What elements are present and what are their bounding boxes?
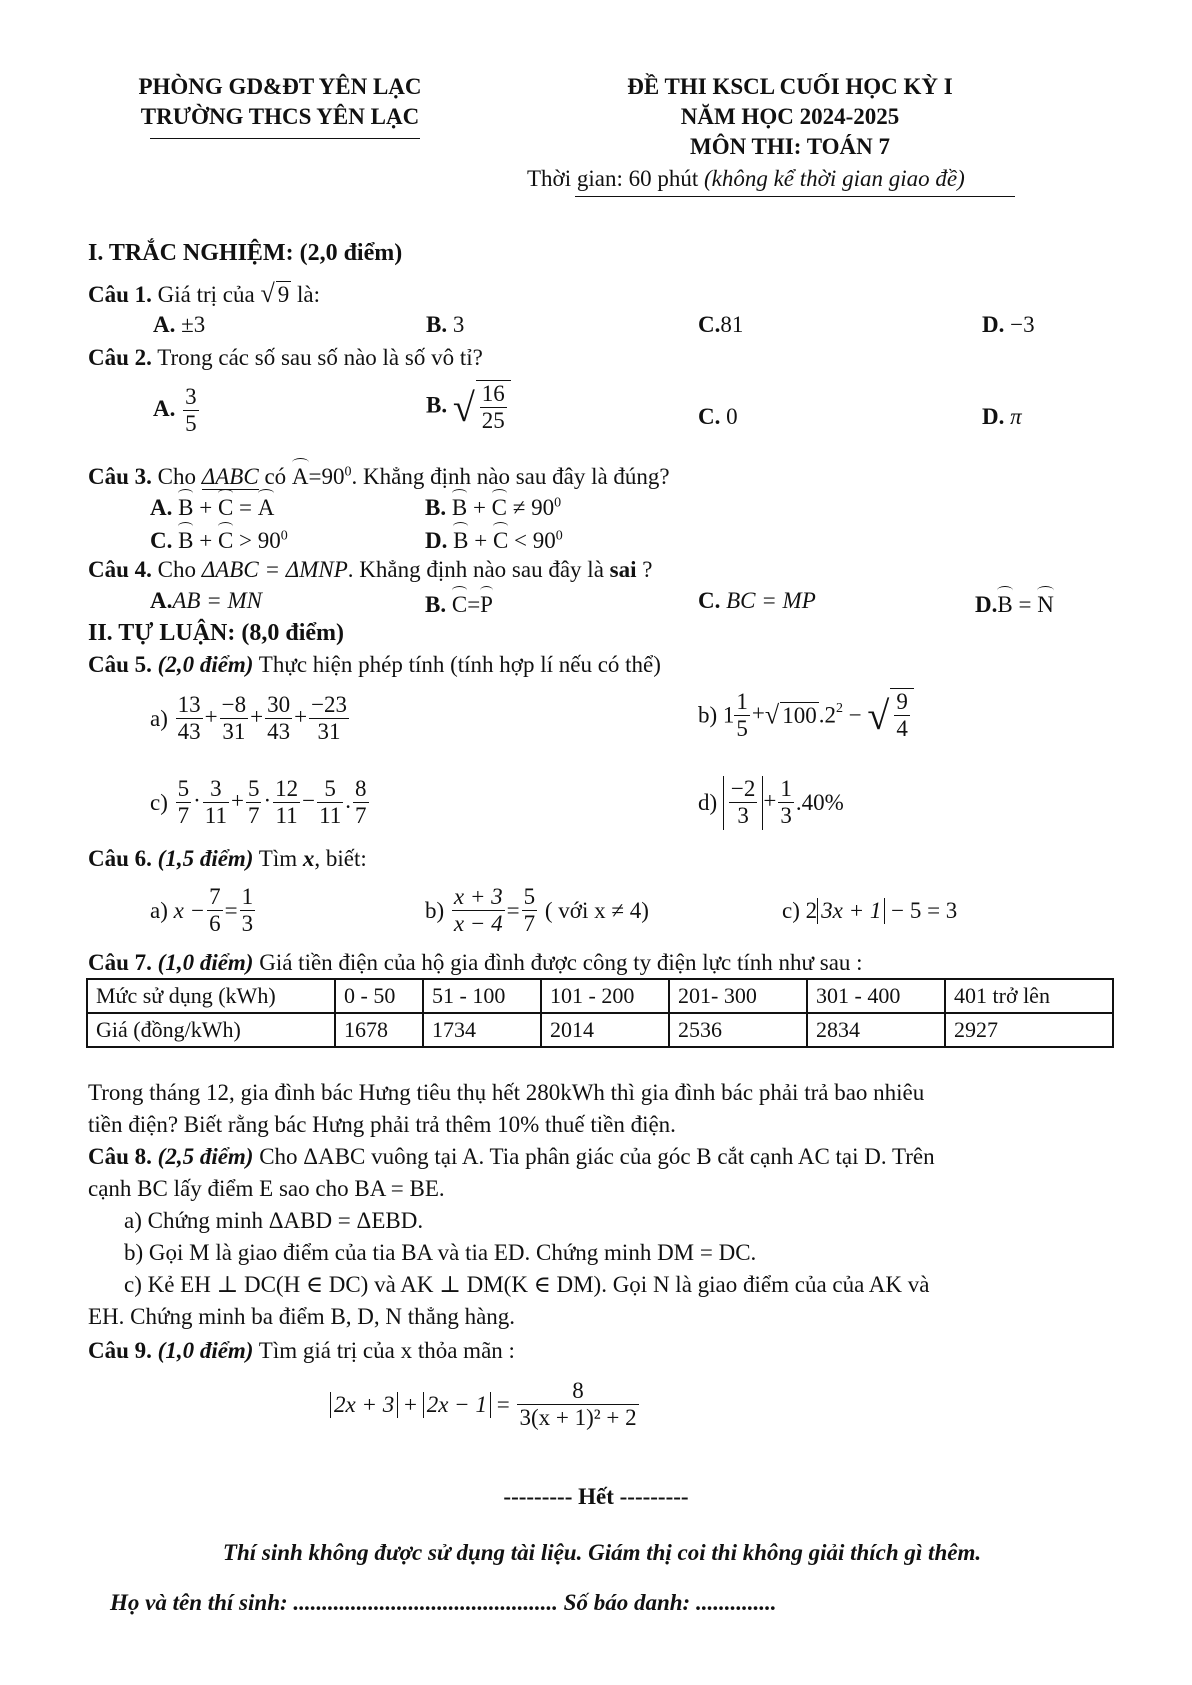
value: 90 bbox=[531, 495, 555, 520]
end-text: Hết bbox=[578, 1484, 614, 1509]
numerator: 5 bbox=[317, 776, 343, 803]
denominator: 31 bbox=[317, 719, 341, 745]
part-label: b) bbox=[698, 702, 718, 728]
angle: N bbox=[1037, 588, 1054, 618]
angle: C bbox=[492, 491, 507, 521]
opt-value: AB = MN bbox=[172, 588, 262, 613]
absolute-value: 2x − 1 bbox=[423, 1392, 491, 1418]
table-cell: 2927 bbox=[945, 1013, 1113, 1047]
name-field: .............................................. bbox=[287, 1590, 558, 1615]
opt-label: B. bbox=[425, 592, 447, 617]
q9-text: Tìm giá trị của x thỏa mãn : bbox=[253, 1338, 515, 1363]
opt-value: 3 bbox=[452, 312, 465, 337]
opt-label: A. bbox=[153, 312, 176, 337]
question-3 bbox=[88, 460, 670, 490]
fraction bbox=[517, 1378, 638, 1432]
denominator: 4 bbox=[896, 716, 908, 742]
opt-label: B. bbox=[426, 312, 448, 337]
text: x − bbox=[173, 897, 206, 923]
equals: = bbox=[490, 1391, 516, 1417]
q6-text: Tìm bbox=[253, 846, 303, 871]
denominator: 3(x + 1)² + 2 bbox=[519, 1405, 637, 1431]
denominator: 3 bbox=[241, 911, 254, 937]
fraction bbox=[480, 381, 507, 435]
table-cell: 2834 bbox=[807, 1013, 945, 1047]
fraction bbox=[353, 776, 369, 830]
time-underline bbox=[575, 196, 1015, 197]
fraction bbox=[317, 776, 343, 830]
fraction bbox=[176, 692, 203, 746]
opt-value: π bbox=[1010, 404, 1022, 429]
sbd-field: .............. bbox=[690, 1590, 777, 1615]
sqrt-symbol: √ bbox=[764, 700, 780, 730]
fraction bbox=[207, 884, 223, 938]
section-1-title: I. TRẮC NGHIỆM: (2,0 điểm) bbox=[88, 240, 403, 266]
opt-label: A. bbox=[150, 588, 173, 613]
numerator: x + 3 bbox=[452, 884, 505, 911]
q1-option-c bbox=[698, 312, 743, 338]
text: − 5 = 3 bbox=[885, 898, 958, 923]
exam-time bbox=[527, 166, 965, 192]
table-cell: 101 - 200 bbox=[541, 979, 669, 1013]
part-label: d) bbox=[698, 789, 718, 815]
q7-points: (1,0 điểm) bbox=[151, 950, 254, 975]
numerator: 5 bbox=[246, 776, 262, 803]
q7-text: Giá tiền điện của hộ gia đình được công ty điện lực tính như sau : bbox=[253, 950, 863, 975]
fraction bbox=[265, 692, 292, 746]
name-label: Họ và tên thí sinh: bbox=[110, 1590, 288, 1615]
denominator: 43 bbox=[267, 719, 291, 745]
equals: = bbox=[1018, 592, 1032, 617]
opt-label: D. bbox=[982, 404, 1005, 429]
coef: 2 bbox=[805, 898, 818, 923]
q3-option-b: B. $B + C \ne 90^0$ bbox=[425, 491, 561, 521]
q3-label: Câu 3. bbox=[88, 464, 152, 489]
fraction bbox=[778, 776, 794, 830]
q1-option-a bbox=[153, 312, 205, 338]
variable: x bbox=[302, 846, 315, 871]
time-note: (không kể thời gian giao đề) bbox=[703, 166, 965, 191]
sqrt-symbol: √ bbox=[260, 279, 275, 308]
q5-part-a: a) $\frac{13}{43}$ + $\frac{-8}{31}$ + $\frac{30}{43}$ + $\frac{-23}{31}$ bbox=[150, 692, 348, 745]
part-label: c) bbox=[150, 789, 168, 815]
q5-part-c: c) $\frac{5}{7}$ · $\frac{3}{11}$ + $\frac{5}{7}$ · $\frac{12}{11}$ − $\frac{5}{11}$ . $\frac{8}{7}$ bbox=[150, 776, 367, 829]
table-row bbox=[87, 1013, 1113, 1047]
q4-option-c bbox=[698, 588, 816, 614]
numerator: 8 bbox=[353, 776, 369, 803]
degree: 0 bbox=[280, 528, 288, 544]
text: .2 bbox=[818, 702, 836, 728]
angle: B bbox=[452, 491, 467, 521]
table-cell: 1678 bbox=[335, 1013, 423, 1047]
q7-paragraph-1: Trong tháng 12, gia đình bác Hưng tiêu thụ hết 280kWh thì gia đình bác phải trả bao nhiêu bbox=[88, 1080, 925, 1105]
question-6 bbox=[88, 846, 367, 872]
dashes: --------- bbox=[619, 1484, 689, 1509]
part-label: a) bbox=[150, 897, 168, 923]
denominator: 6 bbox=[209, 911, 221, 937]
header-underline bbox=[150, 138, 420, 139]
q7-label: Câu 7. bbox=[88, 950, 152, 975]
q9-points: (1,0 điểm) bbox=[151, 1338, 254, 1363]
q8-part-b: b) Gọi M là giao điểm của tia BA và tia ED. Chứng minh DM = DC. bbox=[124, 1240, 757, 1265]
opt-label: D. bbox=[982, 312, 1005, 337]
congruence: ΔABC = ΔMNP bbox=[201, 557, 348, 582]
q2-option-b bbox=[426, 380, 511, 435]
opt-label: C. bbox=[150, 528, 173, 553]
q2-label: Câu 2. bbox=[88, 345, 152, 370]
fraction bbox=[894, 689, 910, 743]
opt-value: 81 bbox=[720, 312, 744, 337]
q5-text: Thực hiện phép tính (tính hợp lí nếu có thể) bbox=[253, 652, 661, 677]
end-marker bbox=[400, 1484, 792, 1510]
q5-part-d: d) $\frac{-2}{3}$ + $\frac{1}{3}$ .40% bbox=[698, 776, 844, 829]
numerator: 30 bbox=[265, 692, 292, 719]
exponent: 2 bbox=[835, 701, 843, 717]
table-cell: 51 - 100 bbox=[423, 979, 541, 1013]
angle: C bbox=[493, 524, 508, 554]
sbd-label: Số báo danh: bbox=[557, 1590, 691, 1615]
opt-label: A. bbox=[153, 396, 176, 422]
q3-option-d: D. $B + C < 90^0$ bbox=[425, 524, 563, 554]
absolute-value: 3x + 1 bbox=[817, 898, 885, 924]
opt-value: BC = MP bbox=[726, 588, 816, 613]
q8-text: Cho ΔABC vuông tại A. Tia phân giác của góc B cắt cạnh AC tại D. Trên bbox=[253, 1144, 935, 1169]
q3-option-a: A. B + C = A bbox=[150, 491, 274, 521]
q5-label: Câu 5. bbox=[88, 652, 152, 677]
fraction bbox=[452, 884, 505, 938]
numerator: 12 bbox=[273, 776, 300, 803]
q4-option-a bbox=[150, 588, 262, 614]
numerator: 1 bbox=[778, 776, 794, 803]
q8-points: (2,5 điểm) bbox=[151, 1144, 254, 1169]
fraction bbox=[203, 776, 229, 830]
denominator: 3 bbox=[737, 803, 749, 829]
numerator: 7 bbox=[207, 884, 223, 911]
opt-value: 0 bbox=[726, 404, 738, 429]
denominator: 11 bbox=[204, 803, 227, 829]
question-5 bbox=[88, 652, 661, 678]
q1-text-b: là: bbox=[291, 282, 321, 307]
table-cell: 1734 bbox=[423, 1013, 541, 1047]
integer: 1 bbox=[722, 702, 735, 728]
header-dept: PHÒNG GD&ĐT YÊN LẠC bbox=[138, 74, 422, 99]
q1-label: Câu 1. bbox=[88, 282, 152, 307]
q2-option-c bbox=[698, 404, 738, 430]
question-1 bbox=[88, 279, 320, 309]
numerator: 5 bbox=[176, 776, 192, 803]
angle: C bbox=[218, 491, 233, 521]
price-table bbox=[86, 978, 1114, 1048]
q2-option-d bbox=[982, 404, 1022, 430]
opt-value: ±3 bbox=[181, 312, 206, 337]
text: .40% bbox=[795, 789, 844, 815]
denominator: 7 bbox=[177, 803, 190, 829]
question-8 bbox=[88, 1144, 935, 1170]
table-cell: 401 trở lên bbox=[945, 979, 1113, 1013]
sqrt-symbol: √ bbox=[452, 384, 475, 430]
question-7 bbox=[88, 950, 863, 976]
q8-part-c-2: EH. Chứng minh ba điểm B, D, N thẳng hàng. bbox=[88, 1304, 516, 1329]
numerator: 13 bbox=[176, 692, 203, 719]
fraction bbox=[309, 692, 349, 746]
part-label: b) bbox=[425, 897, 445, 923]
time-main: Thời gian: 60 phút bbox=[527, 166, 704, 191]
radicand: 100 bbox=[782, 702, 817, 728]
opt-label: C. bbox=[698, 404, 721, 429]
q8-part-c: c) Kẻ EH ⊥ DC(H ∈ DC) và AK ⊥ DM(K ∈ DM). Gọi N là giao điểm của của AK và bbox=[124, 1272, 930, 1297]
numerator: 1 bbox=[734, 689, 750, 716]
q6-part-c bbox=[782, 898, 957, 924]
text: có bbox=[258, 464, 292, 489]
table-cell: Giá (đồng/kWh) bbox=[87, 1013, 335, 1047]
numerator: 3 bbox=[203, 776, 229, 803]
degree: 0 bbox=[344, 464, 352, 480]
text: Cho bbox=[151, 557, 202, 582]
q5-part-b: b) 1 $\frac{1}{5}$ +√ 100.2$^2$ − √ $\frac{9}{4}$ bbox=[698, 688, 914, 743]
denominator: 5 bbox=[736, 715, 748, 741]
q4-option-b bbox=[425, 588, 493, 618]
denominator: 7 bbox=[355, 803, 367, 829]
angle: P bbox=[480, 588, 493, 618]
q6-text: , biết: bbox=[314, 846, 367, 871]
value: 90 bbox=[257, 528, 281, 553]
q6-part-a bbox=[150, 884, 257, 938]
angle: B bbox=[453, 524, 468, 554]
denominator: 11 bbox=[275, 803, 298, 829]
fraction bbox=[729, 776, 757, 830]
opt-label: C. bbox=[698, 312, 721, 337]
condition: ( với x ≠ 4) bbox=[539, 897, 649, 923]
angle: B bbox=[997, 588, 1012, 618]
q1-text-a: Giá trị của bbox=[151, 282, 261, 307]
denominator: 11 bbox=[319, 803, 342, 829]
denominator: x − 4 bbox=[453, 911, 503, 937]
question-2 bbox=[88, 345, 483, 371]
text: . Khẳng định nào sau đây là bbox=[347, 557, 610, 582]
denominator: 3 bbox=[780, 803, 792, 829]
table-cell: 301 - 400 bbox=[807, 979, 945, 1013]
denominator: 25 bbox=[481, 408, 505, 434]
angle: C bbox=[452, 588, 467, 618]
q6-points: (1,5 điểm) bbox=[151, 846, 254, 871]
part-label: c) bbox=[782, 898, 800, 923]
fraction bbox=[246, 776, 262, 830]
q5-points: (2,0 điểm) bbox=[151, 652, 254, 677]
denominator: 31 bbox=[222, 719, 246, 745]
candidate-info bbox=[110, 1590, 776, 1616]
table-cell: 0 - 50 bbox=[335, 979, 423, 1013]
text: Cho bbox=[151, 464, 202, 489]
sai-word: sai bbox=[609, 557, 637, 582]
angle: A bbox=[258, 491, 275, 521]
opt-label: A. bbox=[150, 495, 173, 520]
fraction bbox=[220, 692, 248, 746]
header-school: TRƯỜNG THCS YÊN LẠC bbox=[140, 104, 420, 129]
denominator: 7 bbox=[523, 911, 536, 937]
q8-part-a: a) Chứng minh ΔABD = ΔEBD. bbox=[124, 1208, 424, 1233]
q6-label: Câu 6. bbox=[88, 846, 152, 871]
text: . Khẳng định nào sau đây là đúng? bbox=[351, 464, 670, 489]
footer-note: Thí sinh không được sử dụng tài liệu. Giám thị coi thi không giải thích gì thêm. bbox=[222, 1540, 982, 1565]
q1-option-b bbox=[426, 312, 464, 338]
value: 90 bbox=[532, 528, 556, 553]
table-header-row bbox=[87, 979, 1113, 1013]
part-label: a) bbox=[150, 705, 168, 731]
denominator: 7 bbox=[247, 803, 260, 829]
equals: = bbox=[467, 592, 481, 617]
numerator: −23 bbox=[309, 692, 349, 719]
denominator: 43 bbox=[177, 719, 201, 745]
angle: A bbox=[292, 460, 309, 490]
table-cell: Mức sử dụng (kWh) bbox=[87, 979, 335, 1013]
absolute-value: 2x + 3 bbox=[330, 1392, 398, 1418]
fraction bbox=[176, 776, 192, 830]
plus: + bbox=[398, 1391, 423, 1417]
numerator: 9 bbox=[894, 689, 910, 716]
angle: C bbox=[218, 524, 233, 554]
dashes: --------- bbox=[503, 1484, 573, 1509]
opt-value: −3 bbox=[1010, 312, 1035, 337]
question-4 bbox=[88, 557, 652, 583]
q7-paragraph-2: tiền điện? Biết rằng bác Hưng phải trả thêm 10% thuế tiền điện. bbox=[88, 1112, 676, 1137]
q4-label: Câu 4. bbox=[88, 557, 152, 582]
q9-label: Câu 9. bbox=[88, 1338, 152, 1363]
text: =90 bbox=[308, 464, 345, 489]
table-cell: 2014 bbox=[541, 1013, 669, 1047]
equals: = bbox=[224, 897, 238, 923]
opt-label: C. bbox=[698, 588, 721, 613]
q6-part-b bbox=[425, 884, 649, 938]
section-2-title: II. TỰ LUẬN: (8,0 điểm) bbox=[88, 620, 344, 646]
question-9 bbox=[88, 1338, 515, 1364]
fraction bbox=[240, 884, 256, 938]
q4-option-d bbox=[975, 588, 1054, 618]
degree: 0 bbox=[555, 528, 563, 544]
q1-radicand: 9 bbox=[277, 282, 290, 307]
table-cell: 201- 300 bbox=[669, 979, 807, 1013]
denominator: 5 bbox=[185, 411, 197, 437]
numerator: 3 bbox=[183, 384, 199, 411]
opt-label: B. bbox=[425, 495, 447, 520]
radicand bbox=[476, 380, 511, 435]
fraction bbox=[734, 689, 750, 743]
sqrt-symbol: √ bbox=[867, 692, 890, 738]
equals: = bbox=[506, 897, 520, 923]
opt-label: D. bbox=[425, 528, 448, 553]
q8-label: Câu 8. bbox=[88, 1144, 152, 1169]
opt-label: B. bbox=[426, 392, 448, 418]
fraction bbox=[183, 384, 199, 438]
numerator: 8 bbox=[517, 1378, 638, 1405]
exam-subject: MÔN THI: TOÁN 7 bbox=[689, 134, 890, 159]
fraction bbox=[273, 776, 300, 830]
triangle: ΔABC bbox=[201, 464, 259, 489]
fraction bbox=[522, 884, 538, 938]
angle: B bbox=[178, 524, 193, 554]
exam-year: NĂM HỌC 2024-2025 bbox=[680, 104, 900, 129]
angle: B bbox=[178, 491, 193, 521]
q8-line-2: cạnh BC lấy điểm E sao cho BA = BE. bbox=[88, 1176, 445, 1201]
q1-option-d bbox=[982, 312, 1035, 338]
table-cell: 2536 bbox=[669, 1013, 807, 1047]
numerator: 5 bbox=[522, 884, 538, 911]
q9-equation bbox=[330, 1378, 641, 1432]
q2-text: Trong các số sau số nào là số vô tỉ? bbox=[151, 345, 483, 370]
minus: − bbox=[848, 702, 862, 728]
q2-option-a bbox=[153, 384, 201, 438]
degree: 0 bbox=[554, 495, 562, 511]
exam-title: ĐỀ THI KSCL CUỐI HỌC KỲ I bbox=[627, 74, 953, 99]
q3-option-c: C. $B + C > 90^0$ bbox=[150, 524, 288, 554]
numerator: −8 bbox=[220, 692, 248, 719]
opt-label: D. bbox=[975, 592, 998, 617]
numerator: −2 bbox=[729, 776, 757, 803]
absolute-value bbox=[723, 776, 763, 830]
numerator: 1 bbox=[240, 884, 256, 911]
radicand bbox=[890, 688, 914, 743]
text: ? bbox=[636, 557, 653, 582]
numerator: 16 bbox=[480, 381, 507, 408]
